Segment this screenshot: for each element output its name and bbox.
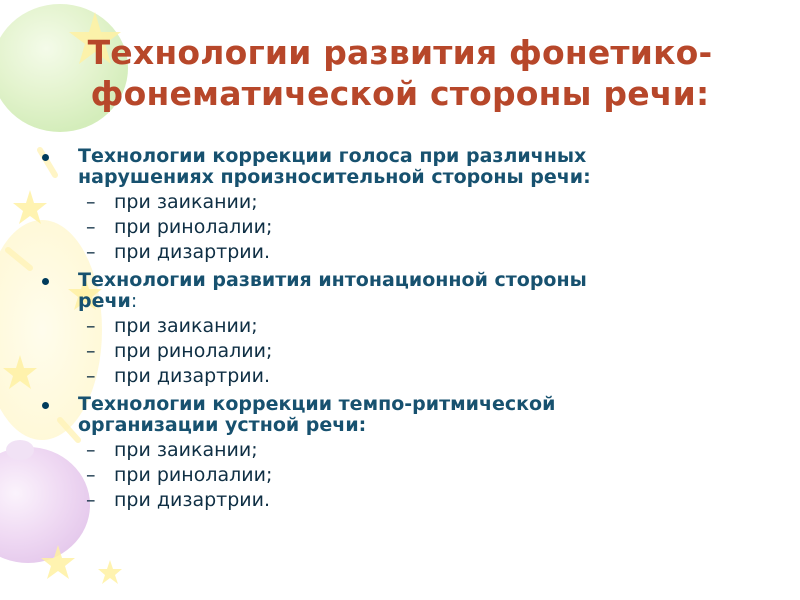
- slide-title-line-2: фонематической стороны речи:: [90, 74, 710, 113]
- bullet-heading-line-1: Технологии коррекции темпо-ритмической: [78, 393, 556, 415]
- sub-item-label: при заикании;: [114, 439, 258, 461]
- bullet-item: [42, 270, 762, 312]
- dash-icon: –: [86, 340, 96, 362]
- bullet-heading-line-1: Технологии развития интонационной стороны: [78, 269, 587, 291]
- bullet-item: [42, 394, 762, 436]
- dash-icon: –: [86, 191, 96, 213]
- bullet-heading: [78, 394, 762, 436]
- sub-item: [42, 215, 762, 240]
- sub-item: [42, 339, 762, 364]
- sub-item: [42, 240, 762, 265]
- bullet-dot-icon: [42, 402, 49, 409]
- sub-item: [42, 364, 762, 389]
- sub-item: [42, 463, 762, 488]
- sub-list: [42, 438, 762, 513]
- sub-item-label: при дизартрии.: [114, 489, 271, 511]
- slide-title: [30, 32, 770, 114]
- sub-item-label: при ринолалии;: [114, 340, 273, 362]
- bullet-dot-icon: [42, 278, 49, 285]
- dash-icon: –: [86, 365, 96, 387]
- sub-item: [42, 314, 762, 339]
- sub-item: [42, 438, 762, 463]
- dash-icon: –: [86, 439, 96, 461]
- bullet-heading-line-2: речи: [78, 290, 131, 312]
- sub-item-label: при заикании;: [114, 191, 258, 213]
- sub-list: [42, 314, 762, 389]
- bullet-dot-icon: [42, 154, 49, 161]
- sub-list: [42, 190, 762, 265]
- bullet-heading-line-1: Технологии коррекции голоса при различных: [78, 145, 587, 167]
- sub-item-label: при ринолалии;: [114, 216, 273, 238]
- sub-item-label: при ринолалии;: [114, 464, 273, 486]
- dash-icon: –: [86, 315, 96, 337]
- bullet-item: [42, 146, 762, 188]
- dash-icon: –: [86, 489, 96, 511]
- slide-title-line-1: Технологии развития фонетико-: [87, 33, 713, 72]
- sub-item-label: при заикании;: [114, 315, 258, 337]
- sub-item: [42, 488, 762, 513]
- sub-item-label: при дизартрии.: [114, 241, 271, 263]
- bullet-heading-suffix: :: [130, 290, 138, 312]
- dash-icon: –: [86, 241, 96, 263]
- bullet-heading: [78, 270, 762, 312]
- bullet-heading-line-2: нарушениях произносительной стороны речи:: [78, 166, 591, 188]
- dash-icon: –: [86, 216, 96, 238]
- sub-item: [42, 190, 762, 215]
- bullet-heading: [78, 146, 762, 188]
- sub-item-label: при дизартрии.: [114, 365, 271, 387]
- bullet-list: [42, 146, 762, 518]
- dash-icon: –: [86, 464, 96, 486]
- bullet-heading-line-2: организации устной речи:: [78, 414, 367, 436]
